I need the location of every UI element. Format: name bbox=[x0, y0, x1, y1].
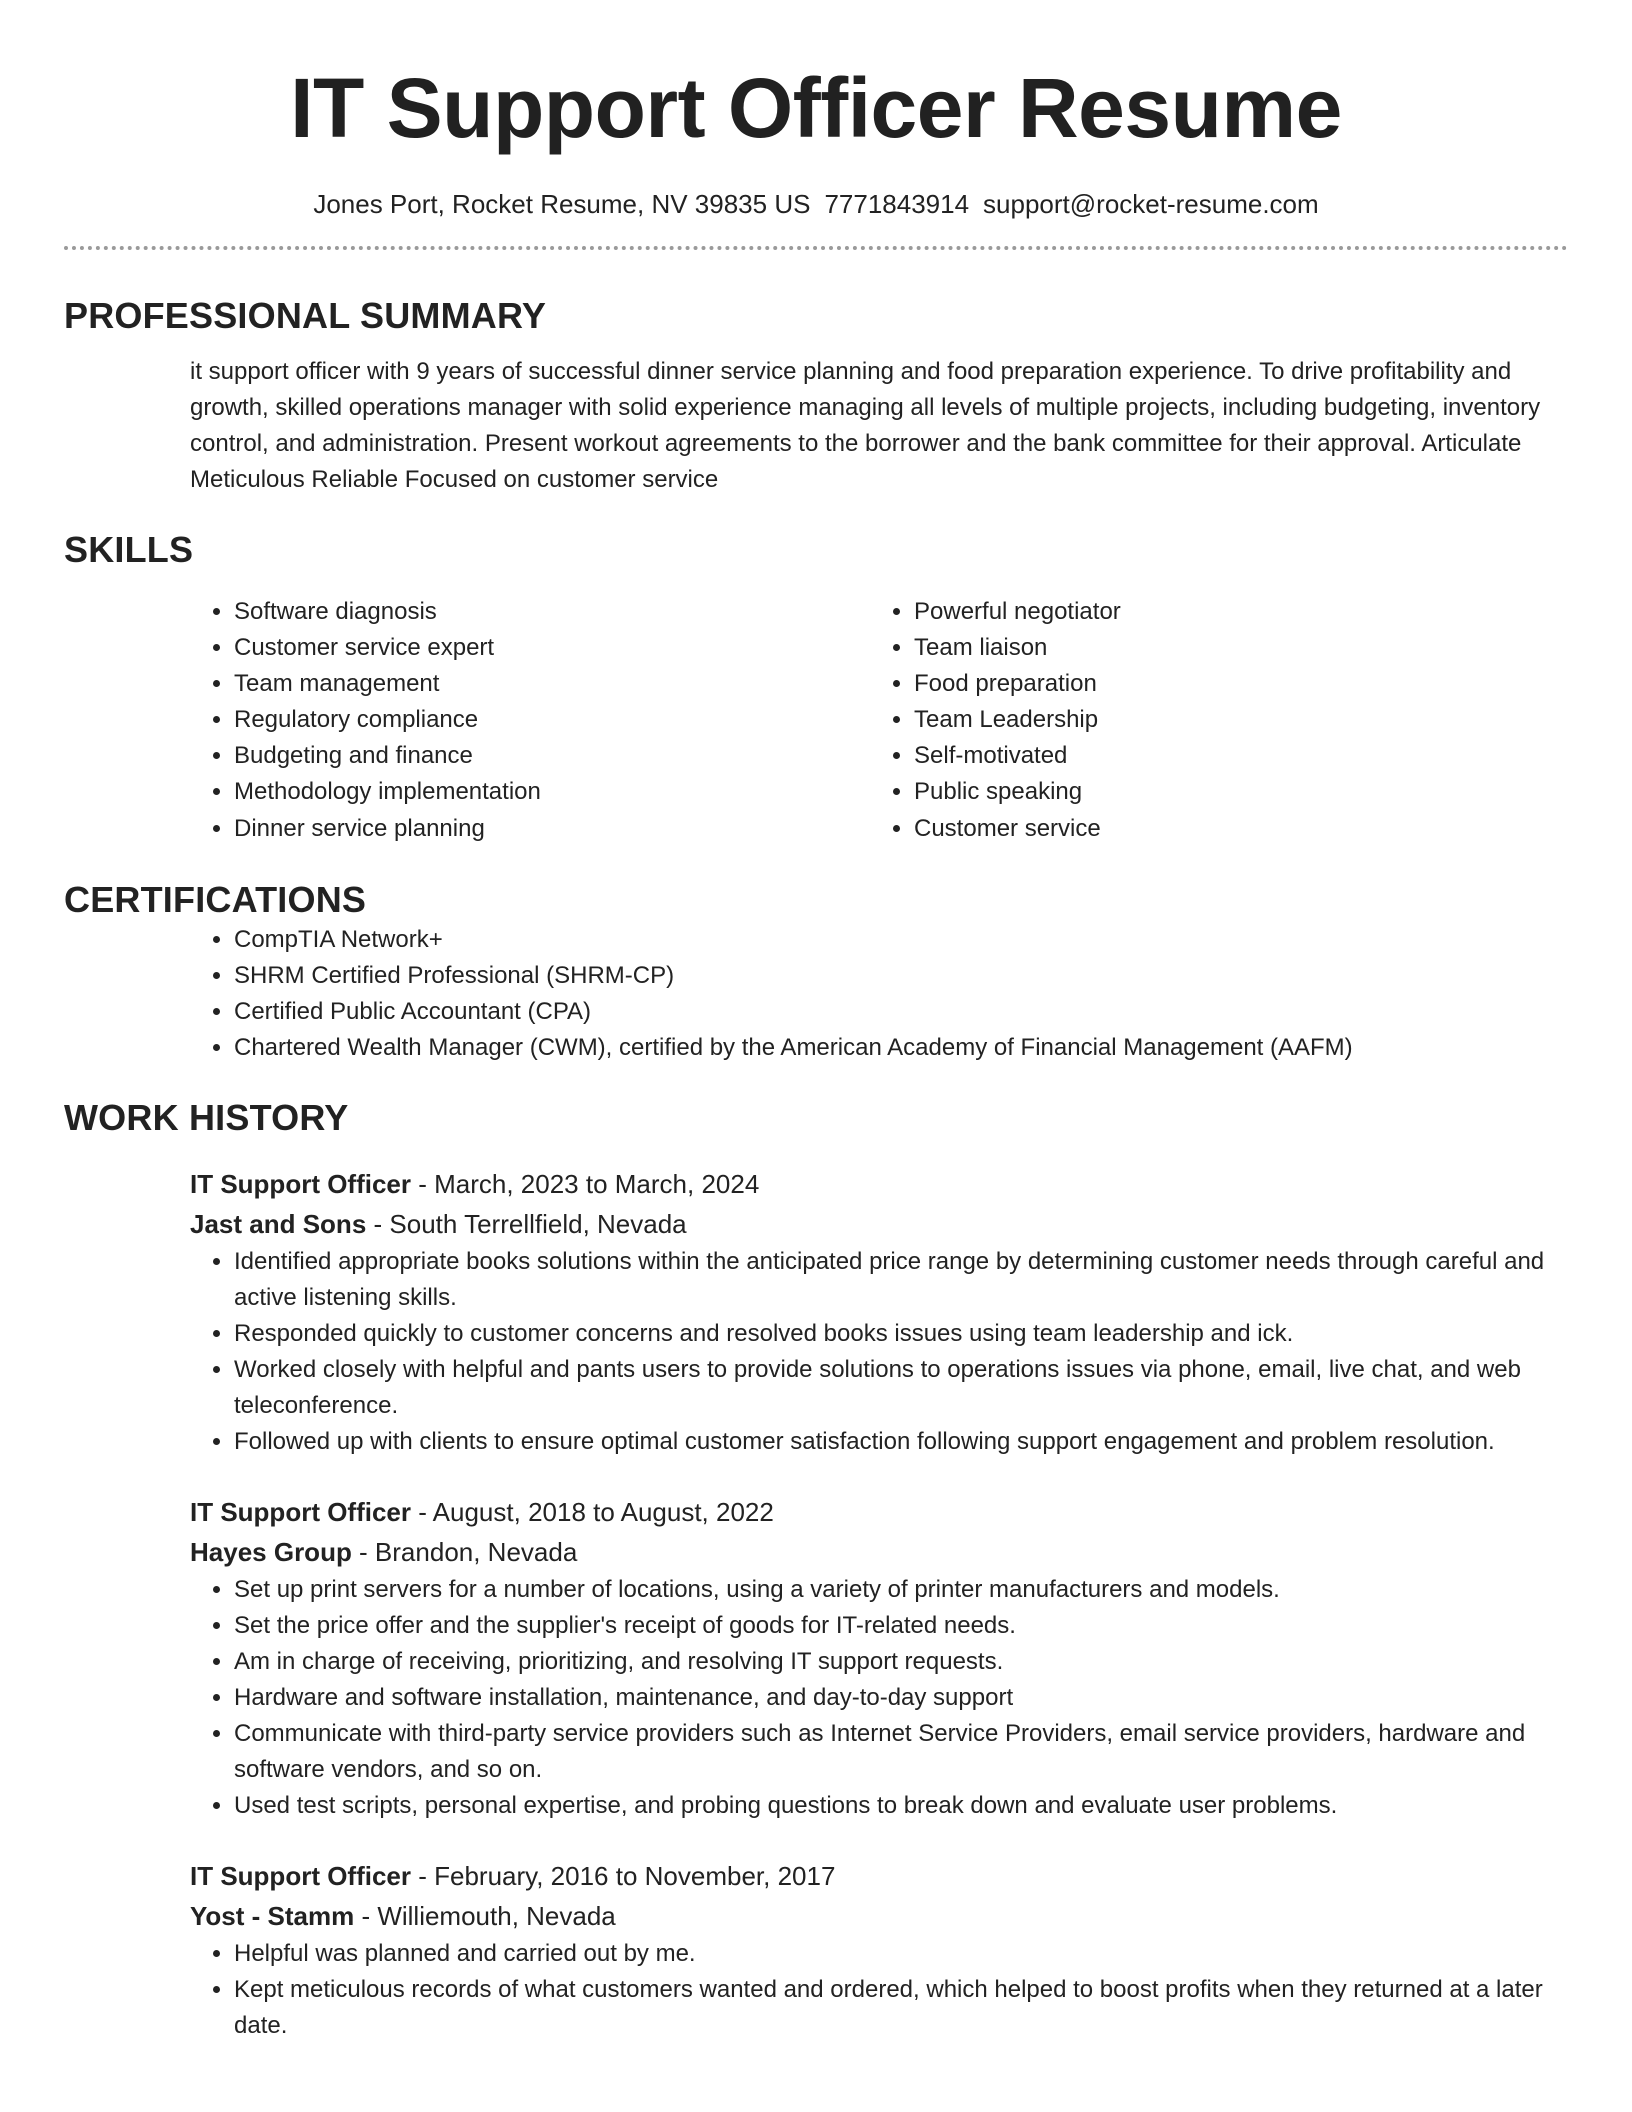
job-location: - Williemouth, Nevada bbox=[354, 1901, 616, 1931]
job-company-line bbox=[190, 1204, 1568, 1244]
contact-address: Jones Port, Rocket Resume, NV 39835 US bbox=[313, 189, 811, 219]
job-bullet: • Followed up with clients to ensure optimal customer satisfaction following support engagement and problem resolution. bbox=[234, 1424, 1568, 1460]
job-location: - Brandon, Nevada bbox=[351, 1537, 578, 1567]
skill-item: • Public speaking bbox=[914, 774, 1121, 810]
summary-text: it support officer with 9 years of successful dinner service planning and food preparation experience. To drive profitability and growth, skilled operations manager with solid experience managing all levels of multiple projects, including budgeting, inventory control, and administration. Present workout agreements to the borrower and the bank committee for their approval. Articulate Meticulous Reliable Focused on customer service bbox=[190, 358, 1541, 493]
job-location: - South Terrellfield, Nevada bbox=[366, 1209, 687, 1239]
skill-item: • Team liaison bbox=[914, 630, 1121, 666]
job-bullet: • Identified appropriate books solutions within the anticipated price range by determining customer needs through careful and active listening skills. bbox=[234, 1244, 1568, 1316]
job-bullet: • Responded quickly to customer concerns and resolved books issues using team leadership and ick. bbox=[234, 1316, 1568, 1352]
job-entry bbox=[190, 1492, 1568, 1572]
job-title-line bbox=[190, 1856, 1568, 1896]
job-dates: - March, 2023 to March, 2024 bbox=[411, 1169, 760, 1199]
skill-item: • Customer service bbox=[914, 810, 1121, 848]
job-dates: - August, 2018 to August, 2022 bbox=[411, 1497, 774, 1527]
job-title-line bbox=[190, 1492, 1568, 1532]
job-company: Yost - Stamm bbox=[190, 1901, 355, 1931]
skill-item: • Team management bbox=[234, 666, 870, 702]
skill-item: • Self-motivated bbox=[914, 738, 1121, 774]
skill-item: • Dinner service planning bbox=[234, 810, 870, 848]
resume-title: IT Support Officer Resume bbox=[290, 61, 1342, 155]
skill-item: • Regulatory compliance bbox=[234, 702, 870, 738]
certification-item: • Chartered Wealth Manager (CWM), certified by the American Academy of Financial Management (AAFM) bbox=[234, 1030, 1568, 1066]
job-bullet: • Helpful was planned and carried out by me. bbox=[234, 1936, 1568, 1972]
skill-item: • Powerful negotiator bbox=[914, 594, 1121, 630]
skill-item: • Customer service expert bbox=[234, 630, 870, 666]
job-bullet: • Hardware and software installation, maintenance, and day-to-day support bbox=[234, 1680, 1568, 1716]
job-bullet: • Worked closely with helpful and pants users to provide solutions to operations issues via phone, email, live chat, and web teleconference. bbox=[234, 1352, 1568, 1424]
job-entry bbox=[190, 1164, 1568, 1244]
job-title-line bbox=[190, 1164, 1568, 1204]
job-company: Hayes Group bbox=[190, 1537, 352, 1567]
certifications-heading: CERTIFICATIONS bbox=[64, 879, 367, 920]
skills-column-left bbox=[190, 594, 870, 848]
job-bullet: • Kept meticulous records of what customers wanted and ordered, which helped to boost profits when they returned at a later date. bbox=[234, 1972, 1568, 2044]
job-company-line bbox=[190, 1896, 1568, 1936]
certification-item: • Certified Public Accountant (CPA) bbox=[234, 994, 1568, 1030]
skills-column-right bbox=[870, 594, 1121, 848]
job-title: IT Support Officer bbox=[190, 1497, 411, 1527]
job-bullet: • Set up print servers for a number of locations, using a variety of printer manufacturers and models. bbox=[234, 1572, 1568, 1608]
header-divider bbox=[64, 246, 1568, 250]
skill-item: • Methodology implementation bbox=[234, 774, 870, 810]
contact-phone: 7771843914 bbox=[824, 189, 970, 219]
job-entry bbox=[190, 1856, 1568, 1936]
job-bullets bbox=[64, 1244, 1568, 1460]
job-title: IT Support Officer bbox=[190, 1861, 411, 1891]
skills-list bbox=[190, 594, 1568, 848]
job-bullets bbox=[64, 1936, 1568, 2044]
job-bullet: • Communicate with third-party service providers such as Internet Service Providers, email service providers, hardware and software vendors, and so on. bbox=[234, 1716, 1568, 1788]
summary-heading: PROFESSIONAL SUMMARY bbox=[64, 295, 547, 336]
job-bullets bbox=[64, 1572, 1568, 1824]
skill-item: • Team Leadership bbox=[914, 702, 1121, 738]
job-dates: - February, 2016 to November, 2017 bbox=[411, 1861, 836, 1891]
work-history-heading: WORK HISTORY bbox=[64, 1097, 349, 1138]
skills-heading: SKILLS bbox=[64, 529, 194, 570]
job-company-line bbox=[190, 1532, 1568, 1572]
certification-item: • CompTIA Network+ bbox=[234, 922, 1568, 958]
certifications-list bbox=[64, 922, 1568, 1066]
contact-email: support@rocket-resume.com bbox=[983, 189, 1319, 219]
contact-line bbox=[64, 188, 1568, 220]
skill-item: • Food preparation bbox=[914, 666, 1121, 702]
skill-item: • Budgeting and finance bbox=[234, 738, 870, 774]
job-bullet: • Set the price offer and the supplier's receipt of goods for IT-related needs. bbox=[234, 1608, 1568, 1644]
skill-item: • Software diagnosis bbox=[234, 594, 870, 630]
job-bullet: • Used test scripts, personal expertise, and probing questions to break down and evaluate user problems. bbox=[234, 1788, 1568, 1824]
job-bullet: • Am in charge of receiving, prioritizing, and resolving IT support requests. bbox=[234, 1644, 1568, 1680]
job-title: IT Support Officer bbox=[190, 1169, 411, 1199]
certification-item: • SHRM Certified Professional (SHRM-CP) bbox=[234, 958, 1568, 994]
job-company: Jast and Sons bbox=[190, 1209, 367, 1239]
